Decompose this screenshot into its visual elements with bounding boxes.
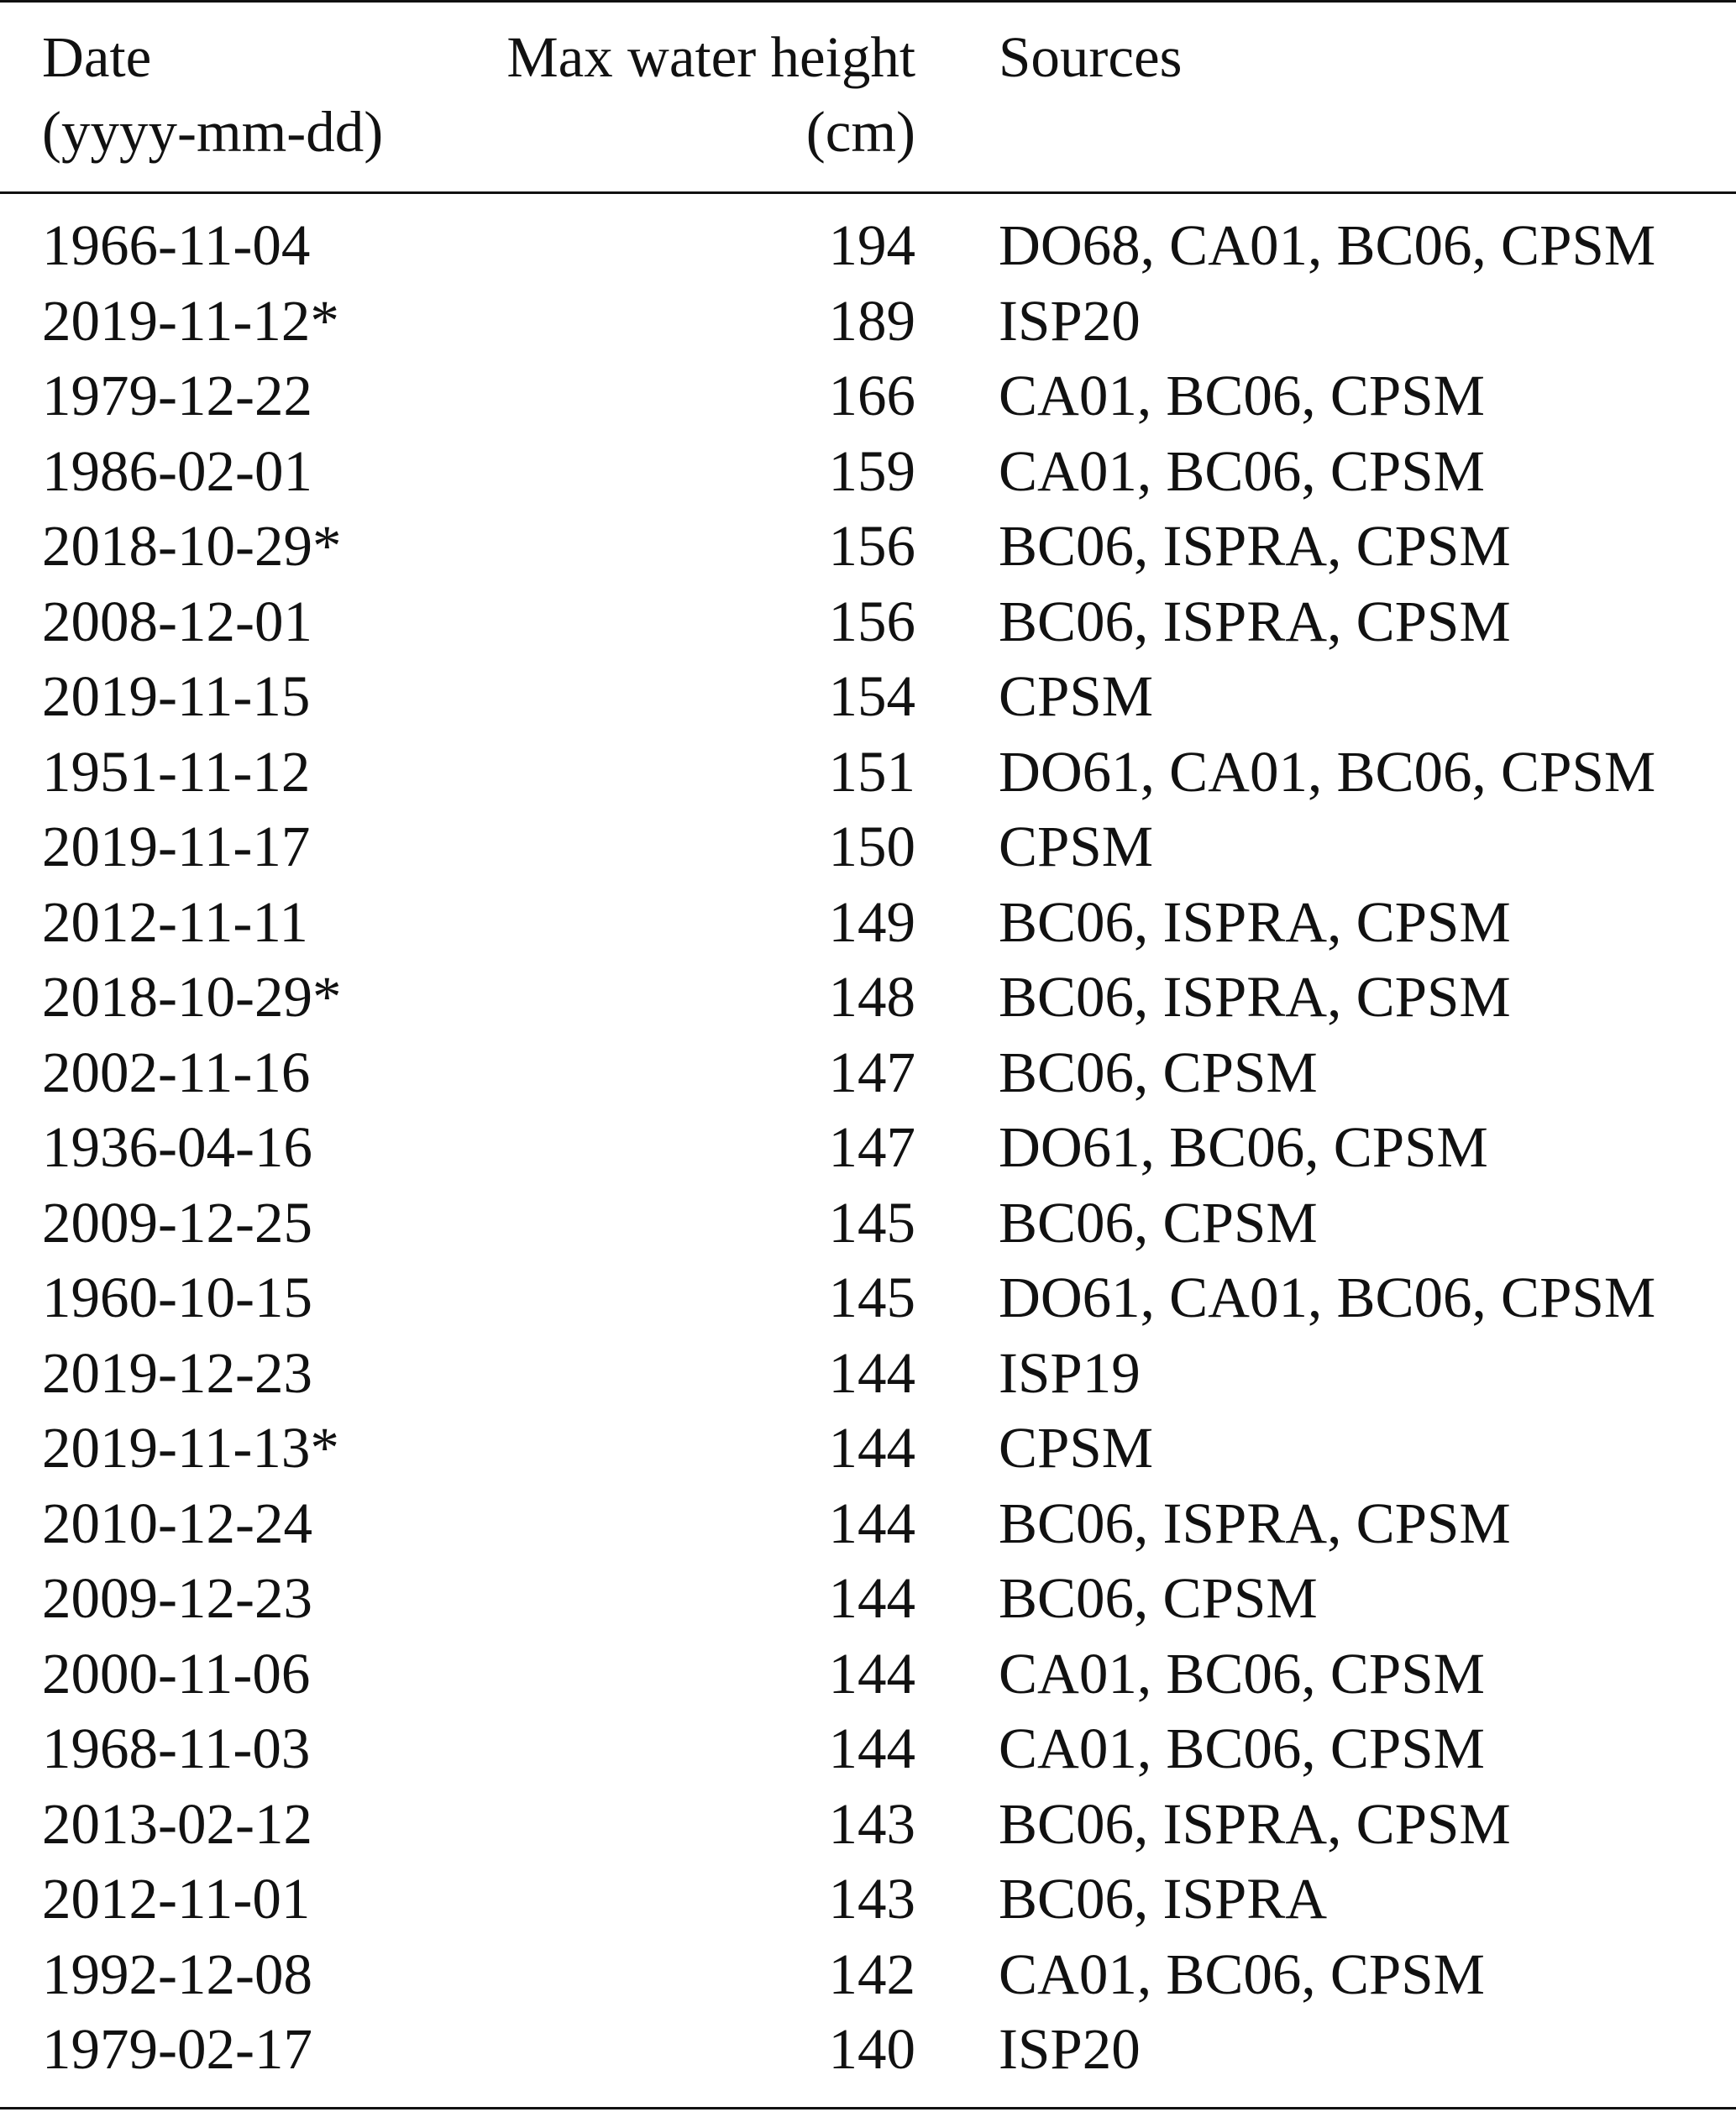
header-height-label: Max water height <box>506 25 915 89</box>
cell-date: 1979-02-17 <box>42 2017 312 2081</box>
cell-height: 144 <box>828 1416 915 1480</box>
cell-sources: BC06, ISPRA, CPSM <box>999 589 1511 653</box>
cell-date: 2008-12-01 <box>42 589 312 653</box>
cell-sources: CPSM <box>999 815 1154 878</box>
header-separator-rule <box>0 191 1736 194</box>
header-sources-label: Sources <box>999 25 1183 89</box>
cell-date: 1968-11-03 <box>42 1716 311 1780</box>
cell-date: 2013-02-12 <box>42 1791 312 1856</box>
table-row <box>0 1486 1736 1562</box>
cell-height: 194 <box>828 213 915 277</box>
table-body <box>0 208 1736 2088</box>
cell-sources: BC06, ISPRA, CPSM <box>999 514 1511 578</box>
header-max-water-height <box>506 20 915 170</box>
cell-sources: BC06, ISPRA <box>999 1867 1328 1931</box>
cell-date: 2009-12-23 <box>42 1566 312 1630</box>
table-row <box>0 659 1736 735</box>
cell-height: 144 <box>828 1566 915 1630</box>
cell-date: 2019-11-15 <box>42 664 311 728</box>
table-row <box>0 359 1736 434</box>
table-bottom-rule <box>0 2107 1736 2109</box>
cell-date: 1979-12-22 <box>42 364 312 427</box>
cell-date: 2009-12-25 <box>42 1190 312 1255</box>
cell-height: 150 <box>828 815 915 878</box>
table-row <box>0 1937 1736 2013</box>
cell-date: 1951-11-12 <box>42 739 311 804</box>
cell-sources: BC06, ISPRA, CPSM <box>999 1491 1511 1555</box>
header-height-unit: (cm) <box>805 100 915 164</box>
header-date-label: Date <box>42 25 152 89</box>
table-row <box>0 1110 1736 1186</box>
cell-sources: CA01, BC06, CPSM <box>999 1716 1486 1780</box>
cell-height: 148 <box>828 965 915 1029</box>
cell-date: 2019-11-13* <box>42 1416 339 1480</box>
table-row <box>0 509 1736 584</box>
cell-height: 144 <box>828 1641 915 1706</box>
cell-sources: CPSM <box>999 664 1154 728</box>
cell-date: 1992-12-08 <box>42 1942 312 2006</box>
cell-sources: CA01, BC06, CPSM <box>999 364 1486 427</box>
table-row <box>0 1186 1736 1261</box>
cell-height: 151 <box>828 739 915 804</box>
cell-height: 147 <box>828 1115 915 1179</box>
table-row <box>0 1411 1736 1486</box>
cell-sources: CA01, BC06, CPSM <box>999 1641 1486 1706</box>
table-row <box>0 810 1736 885</box>
cell-height: 143 <box>828 1791 915 1856</box>
header-date-format: (yyyy-mm-dd) <box>42 100 384 164</box>
cell-sources: DO61, BC06, CPSM <box>999 1115 1488 1179</box>
cell-height: 159 <box>828 438 915 503</box>
cell-height: 189 <box>828 288 915 353</box>
cell-height: 156 <box>828 514 915 578</box>
cell-height: 166 <box>828 364 915 427</box>
cell-date: 2012-11-11 <box>42 889 308 954</box>
table-row <box>0 1035 1736 1111</box>
cell-height: 154 <box>828 664 915 728</box>
cell-height: 144 <box>828 1716 915 1780</box>
header-sources <box>999 20 1182 95</box>
table-row <box>0 1561 1736 1637</box>
cell-date: 2019-11-17 <box>42 815 311 878</box>
table-row <box>0 584 1736 660</box>
cell-sources: BC06, ISPRA, CPSM <box>999 1791 1511 1856</box>
cell-height: 145 <box>828 1266 915 1329</box>
header-date <box>42 20 383 170</box>
cell-sources: BC06, CPSM <box>999 1566 1318 1630</box>
cell-sources: DO61, CA01, BC06, CPSM <box>999 739 1656 804</box>
cell-height: 140 <box>828 2017 915 2081</box>
table-row <box>0 735 1736 810</box>
cell-height: 144 <box>828 1491 915 1555</box>
cell-height: 142 <box>828 1942 915 2006</box>
cell-sources: DO68, CA01, BC06, CPSM <box>999 213 1656 277</box>
table-row <box>0 284 1736 359</box>
cell-height: 149 <box>828 889 915 954</box>
table-row <box>0 1862 1736 1937</box>
cell-height: 144 <box>828 1340 915 1405</box>
cell-date: 2018-10-29* <box>42 514 342 578</box>
table-row <box>0 208 1736 284</box>
table-header <box>0 20 1736 188</box>
cell-date: 1936-04-16 <box>42 1115 312 1179</box>
cell-height: 147 <box>828 1040 915 1104</box>
cell-date: 1986-02-01 <box>42 438 312 503</box>
cell-height: 143 <box>828 1867 915 1931</box>
cell-sources: DO61, CA01, BC06, CPSM <box>999 1266 1656 1329</box>
table-top-rule <box>0 0 1736 3</box>
cell-sources: BC06, CPSM <box>999 1190 1318 1255</box>
cell-date: 1966-11-04 <box>42 213 311 277</box>
table-row <box>0 1260 1736 1336</box>
cell-date: 2019-11-12* <box>42 288 339 353</box>
cell-sources: BC06, ISPRA, CPSM <box>999 889 1511 954</box>
cell-date: 2019-12-23 <box>42 1340 312 1405</box>
cell-sources: ISP20 <box>999 288 1141 353</box>
cell-date: 2012-11-01 <box>42 1867 311 1931</box>
cell-date: 2000-11-06 <box>42 1641 311 1706</box>
cell-height: 156 <box>828 589 915 653</box>
cell-height: 145 <box>828 1190 915 1255</box>
table-row <box>0 1336 1736 1412</box>
cell-sources: BC06, ISPRA, CPSM <box>999 965 1511 1029</box>
cell-sources: ISP19 <box>999 1340 1141 1405</box>
table-row <box>0 960 1736 1035</box>
table-row <box>0 885 1736 961</box>
table-row <box>0 434 1736 510</box>
cell-sources: ISP20 <box>999 2017 1141 2081</box>
table-row <box>0 1637 1736 1712</box>
cell-sources: BC06, CPSM <box>999 1040 1318 1104</box>
cell-date: 2018-10-29* <box>42 965 342 1029</box>
table-row <box>0 2012 1736 2088</box>
table-row <box>0 1711 1736 1787</box>
table-row <box>0 1787 1736 1863</box>
cell-sources: CA01, BC06, CPSM <box>999 438 1486 503</box>
cell-sources: CA01, BC06, CPSM <box>999 1942 1486 2006</box>
cell-date: 2002-11-16 <box>42 1040 311 1104</box>
cell-sources: CPSM <box>999 1416 1154 1480</box>
cell-date: 1960-10-15 <box>42 1266 312 1329</box>
cell-date: 2010-12-24 <box>42 1491 312 1555</box>
